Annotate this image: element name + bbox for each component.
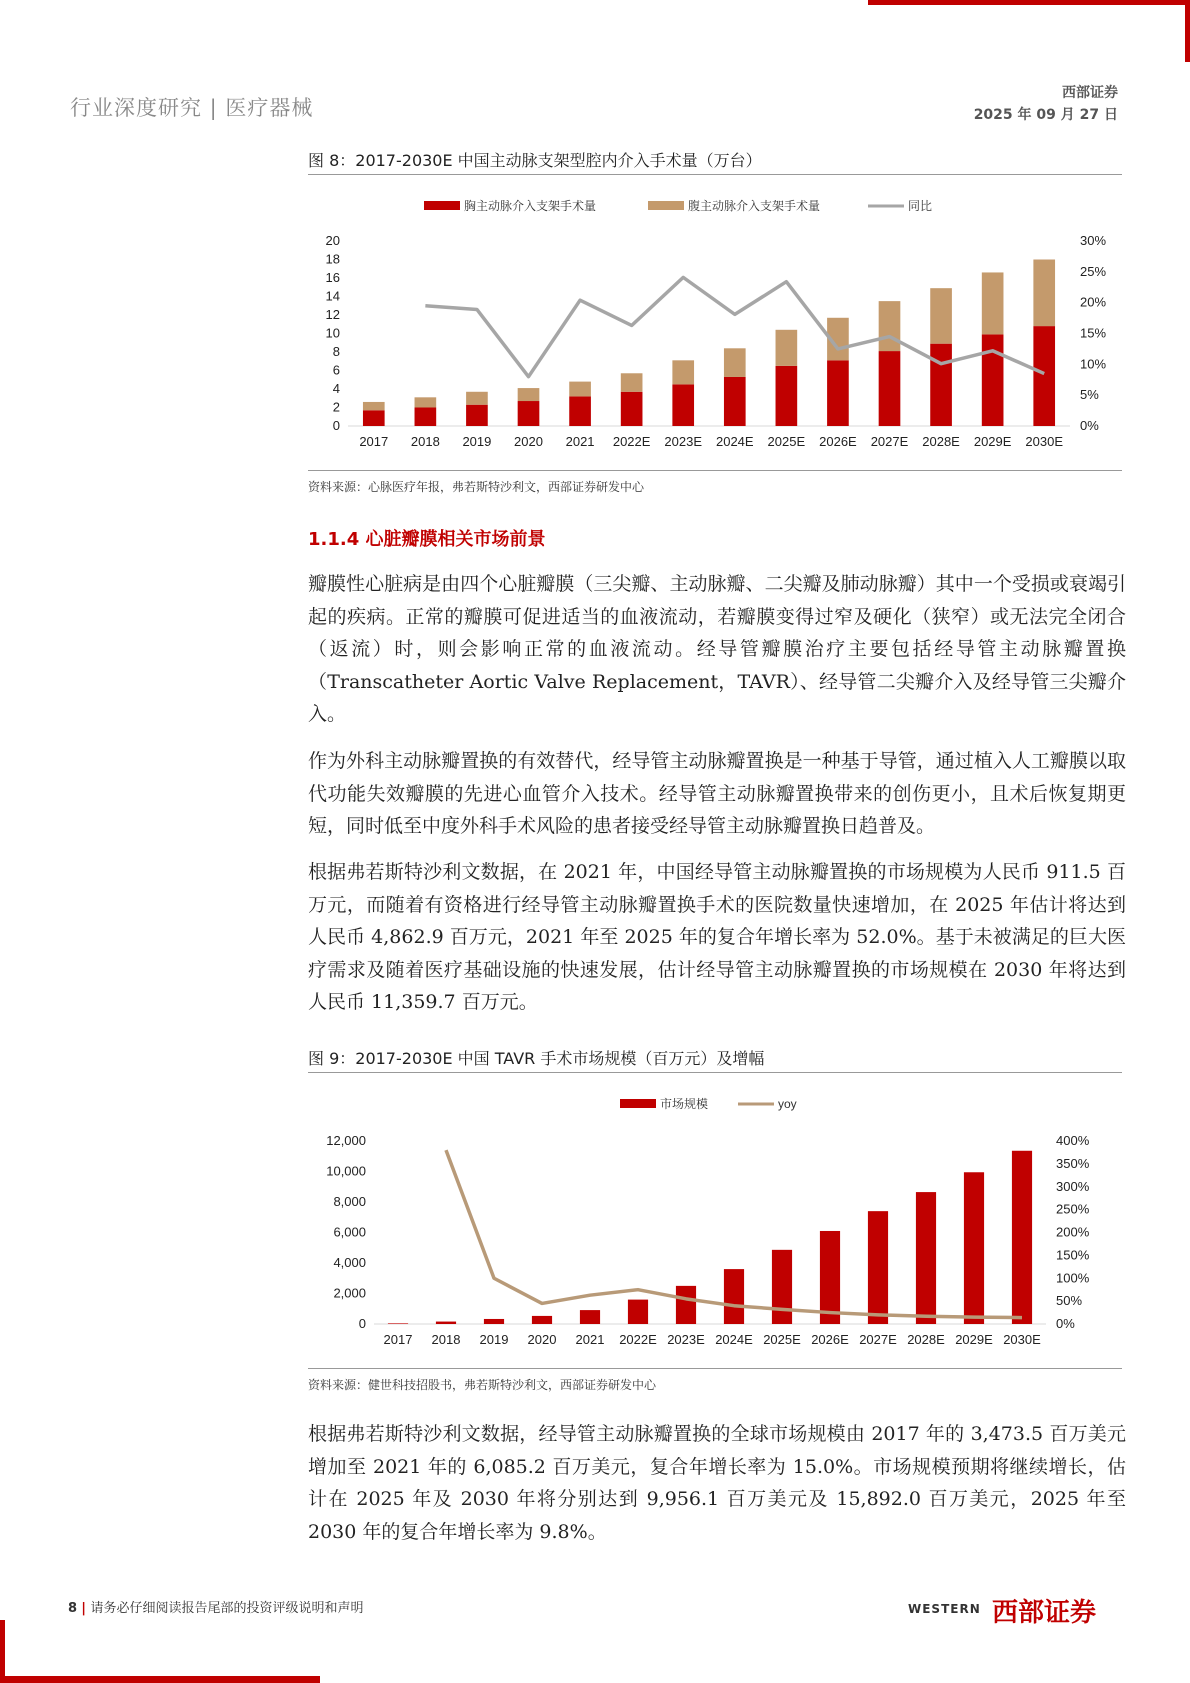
bar-0-2026E bbox=[820, 1231, 840, 1324]
y2-tick-label: 20% bbox=[1080, 294, 1107, 310]
x-tick-label: 2020 bbox=[527, 1332, 557, 1347]
y2-tick-label: 50% bbox=[1056, 1293, 1083, 1309]
bar-1-2027E bbox=[879, 301, 901, 351]
y2-tick-label: 5% bbox=[1080, 387, 1099, 403]
x-tick-label: 2027E bbox=[870, 434, 909, 449]
bar-1-2025E bbox=[776, 330, 798, 366]
bar-0-2024E bbox=[724, 377, 746, 426]
x-tick-label: 2023E bbox=[664, 434, 703, 449]
figure8-bottom-rule bbox=[308, 470, 1122, 471]
bar-0-2017 bbox=[388, 1323, 408, 1324]
bar-1-2019 bbox=[466, 392, 488, 405]
y2-tick-label: 25% bbox=[1080, 263, 1107, 279]
y-tick-label: 2 bbox=[332, 399, 340, 415]
bar-0-2028E bbox=[916, 1192, 936, 1324]
y2-tick-label: 30% bbox=[1080, 233, 1107, 248]
paragraph-1: 瓣膜性心脏病是由四个心脏瓣膜（三尖瓣、主动脉瓣、二尖瓣及肺动脉瓣）其中一个受损或衰竭引起的疾病。正常的瓣膜可促进适当的血液流动，若瓣膜变得过窄及硬化（狭窄）或无法完全闭合（返流）时，则会影响正常的血液流动。经导管瓣膜治疗主要包括经导管主动脉瓣置换（Transcatheter Aortic Valve Replacement，TAVR）、经导管二尖瓣介入及经导管三尖瓣介入。 bbox=[308, 573, 1126, 725]
y2-tick-label: 250% bbox=[1056, 1201, 1090, 1217]
y2-tick-label: 400% bbox=[1056, 1133, 1090, 1148]
x-tick-label: 2022E bbox=[619, 1332, 657, 1347]
x-tick-label: 2024E bbox=[715, 1332, 753, 1347]
bar-0-2020 bbox=[532, 1316, 552, 1324]
x-tick-label: 2027E bbox=[859, 1332, 897, 1347]
x-tick-label: 2029E bbox=[973, 434, 1012, 449]
bar-1-2030E bbox=[1033, 260, 1055, 327]
paragraph-2: 作为外科主动脉瓣置换的有效替代，经导管主动脉瓣置换是一种基于导管，通过植入人工瓣膜以取代功能失效瓣膜的先进心血管介入技术。经导管主动脉瓣置换带来的创伤更小，且术后恢复期更短，同时低至中度外科手术风险的患者接受经导管主动脉瓣置换日趋普及。 bbox=[308, 750, 1126, 837]
report-date: 2025 年 09 月 27 日 bbox=[973, 107, 1118, 123]
bar-1-2028E bbox=[930, 288, 952, 344]
bar-0-2026E bbox=[827, 360, 849, 426]
y2-tick-label: 150% bbox=[1056, 1247, 1090, 1263]
legend-swatch-1 bbox=[648, 201, 684, 210]
bar-0-2022E bbox=[628, 1300, 648, 1324]
paragraph-3: 根据弗若斯特沙利文数据，在 2021 年，中国经导管主动脉瓣置换的市场规模为人民币 911.5 百万元，而随着有资格进行经导管主动脉瓣置换手术的医院数量快速增加，在 2025 年估计将达到人民币 4,862.9 百万元，2021 年至 2025 年的复合年增长率为 52.0%。基于未被满足的巨大医疗需求及随着医疗基础设施的快速发展，估计经导管主动脉瓣置换的市场规模在 2030 年将达到人民币 11,359.7 百万元。 bbox=[308, 861, 1126, 1013]
top-right-red-line bbox=[1185, 0, 1190, 62]
y-tick-label: 16 bbox=[325, 270, 340, 285]
y-tick-label: 6,000 bbox=[333, 1224, 366, 1240]
y-tick-label: 4 bbox=[332, 381, 340, 396]
legend-label-1: yoy bbox=[778, 1097, 797, 1111]
y-tick-label: 18 bbox=[325, 251, 340, 267]
y-tick-label: 10,000 bbox=[326, 1163, 366, 1179]
y2-tick-label: 0% bbox=[1080, 418, 1099, 433]
figure9-bottom-rule bbox=[308, 1368, 1122, 1369]
x-tick-label: 2021 bbox=[575, 1332, 605, 1347]
y2-tick-label: 200% bbox=[1056, 1224, 1090, 1240]
bar-0-2028E bbox=[930, 344, 952, 426]
x-tick-label: 2025E bbox=[763, 1332, 801, 1347]
bar-1-2021 bbox=[569, 382, 591, 397]
bar-0-2027E bbox=[879, 351, 901, 426]
x-tick-label: 2018 bbox=[431, 1332, 461, 1347]
x-tick-label: 2017 bbox=[383, 1332, 413, 1347]
bar-0-2023E bbox=[672, 384, 694, 426]
x-tick-label: 2026E bbox=[811, 1332, 849, 1347]
legend-label-1: 腹主动脉介入支架手术量 bbox=[688, 199, 821, 213]
y-tick-label: 14 bbox=[325, 288, 340, 304]
legend-label-2: 同比 bbox=[908, 199, 933, 213]
y2-tick-label: 0% bbox=[1056, 1316, 1075, 1331]
y2-tick-label: 10% bbox=[1080, 356, 1107, 372]
bar-0-2022E bbox=[621, 392, 643, 426]
logo-cn: 西部证券 bbox=[992, 1598, 1097, 1628]
bottom-red-line bbox=[0, 1676, 320, 1683]
x-tick-label: 2017 bbox=[359, 434, 389, 449]
y2-tick-label: 350% bbox=[1056, 1155, 1090, 1171]
bar-0-2024E bbox=[724, 1269, 744, 1324]
y-tick-label: 10 bbox=[325, 325, 340, 341]
x-tick-label: 2025E bbox=[767, 434, 806, 449]
bar-1-2018 bbox=[415, 397, 437, 407]
legend-swatch-0 bbox=[620, 1099, 656, 1108]
report-category: 行业深度研究 | 医疗器械 bbox=[70, 96, 314, 120]
figure8-top-rule bbox=[308, 174, 1122, 175]
y-tick-label: 12 bbox=[325, 307, 340, 322]
x-tick-label: 2026E bbox=[819, 434, 857, 449]
bar-0-2023E bbox=[676, 1286, 696, 1324]
bar-1-2022E bbox=[621, 373, 643, 392]
x-tick-label: 2020 bbox=[514, 434, 543, 449]
top-red-line bbox=[868, 0, 1190, 5]
y-tick-label: 8 bbox=[332, 344, 340, 359]
section-heading: 1.1.4 心脏瓣膜相关市场前景 bbox=[308, 529, 546, 550]
company-name: 西部证券 bbox=[1062, 85, 1118, 101]
x-tick-label: 2023E bbox=[667, 1332, 705, 1347]
y-tick-label: 8,000 bbox=[333, 1194, 366, 1209]
x-tick-label: 2028E bbox=[922, 434, 960, 449]
bar-0-2018 bbox=[436, 1322, 456, 1324]
footer-separator: | bbox=[81, 1601, 91, 1616]
bar-0-2029E bbox=[964, 1172, 984, 1324]
x-tick-label: 2030E bbox=[1025, 434, 1064, 449]
x-tick-label: 2024E bbox=[715, 434, 754, 449]
figure8-title: 图 8：2017-2030E 中国主动脉支架型腔内介入手术量（万台） bbox=[308, 151, 762, 170]
y-tick-label: 4,000 bbox=[333, 1255, 366, 1270]
disclaimer-text: 请务必仔细阅读报告尾部的投资评级说明和声明 bbox=[90, 1601, 364, 1616]
bar-0-2017 bbox=[363, 410, 385, 426]
logo-en: WESTERN bbox=[908, 1602, 981, 1616]
figure9-title: 图 9：2017-2030E 中国 TAVR 手术市场规模（百万元）及增幅 bbox=[308, 1049, 765, 1068]
bar-1-2017 bbox=[363, 402, 385, 410]
bottom-left-red-line bbox=[0, 1620, 5, 1683]
y-tick-label: 0 bbox=[358, 1316, 366, 1331]
bar-0-2030E bbox=[1033, 326, 1055, 426]
figure9-top-rule bbox=[308, 1072, 1122, 1073]
bar-0-2025E bbox=[772, 1250, 792, 1324]
y2-tick-label: 300% bbox=[1056, 1178, 1090, 1194]
figure9-chart bbox=[308, 1080, 1122, 1365]
footer-disclaimer bbox=[68, 1597, 363, 1616]
x-tick-label: 2029E bbox=[955, 1332, 993, 1347]
bar-0-2021 bbox=[569, 396, 591, 426]
figure8-source: 资料来源：心脉医疗年报，弗若斯特沙利文，西部证券研发中心 bbox=[308, 480, 645, 494]
y-tick-label: 0 bbox=[332, 418, 340, 433]
x-tick-label: 2030E bbox=[1003, 1332, 1041, 1347]
paragraph-4: 根据弗若斯特沙利文数据，经导管主动脉瓣置换的全球市场规模由 2017 年的 3,473.5 百万美元增加至 2021 年的 6,085.2 百万美元，复合年增长率为 15.0%。市场规模预期将继续增长，估计在 2025 年及 2030 年将分别达到 9,956.1 百万美元及 15,892.0 百万美元，2025 年至 2030 年的复合年增长率为 9.8%。 bbox=[308, 1423, 1126, 1543]
legend-swatch-0 bbox=[424, 201, 460, 210]
x-tick-label: 2018 bbox=[410, 434, 440, 449]
x-tick-label: 2028E bbox=[907, 1332, 945, 1347]
bar-1-2020 bbox=[518, 388, 540, 401]
y-tick-label: 2,000 bbox=[333, 1285, 366, 1301]
y-tick-label: 20 bbox=[325, 233, 340, 248]
page-number: 8 bbox=[68, 1601, 78, 1616]
y2-tick-label: 15% bbox=[1080, 325, 1107, 341]
bar-0-2021 bbox=[580, 1310, 600, 1324]
x-tick-label: 2019 bbox=[462, 434, 492, 449]
bar-0-2020 bbox=[518, 401, 540, 426]
legend-label-0: 市场规模 bbox=[660, 1097, 709, 1111]
x-tick-label: 2021 bbox=[565, 434, 595, 449]
bar-0-2018 bbox=[415, 408, 437, 427]
y-tick-label: 12,000 bbox=[326, 1133, 366, 1148]
bar-0-2027E bbox=[868, 1211, 888, 1324]
bar-0-2025E bbox=[776, 366, 798, 426]
bar-0-2029E bbox=[982, 334, 1004, 426]
bar-1-2023E bbox=[672, 360, 694, 384]
y-tick-label: 6 bbox=[332, 362, 340, 378]
legend-label-0: 胸主动脉介入支架手术量 bbox=[464, 199, 597, 213]
bar-0-2019 bbox=[484, 1319, 504, 1324]
figure9-source: 资料来源：健世科技招股书，弗若斯特沙利文，西部证券研发中心 bbox=[308, 1378, 657, 1392]
y2-tick-label: 100% bbox=[1056, 1270, 1090, 1286]
bar-1-2029E bbox=[982, 272, 1004, 334]
figure8-chart bbox=[308, 180, 1122, 460]
x-tick-label: 2022E bbox=[612, 434, 651, 449]
bar-0-2019 bbox=[466, 405, 488, 426]
bar-0-2030E bbox=[1012, 1151, 1032, 1324]
bar-1-2024E bbox=[724, 348, 746, 377]
x-tick-label: 2019 bbox=[479, 1332, 509, 1347]
